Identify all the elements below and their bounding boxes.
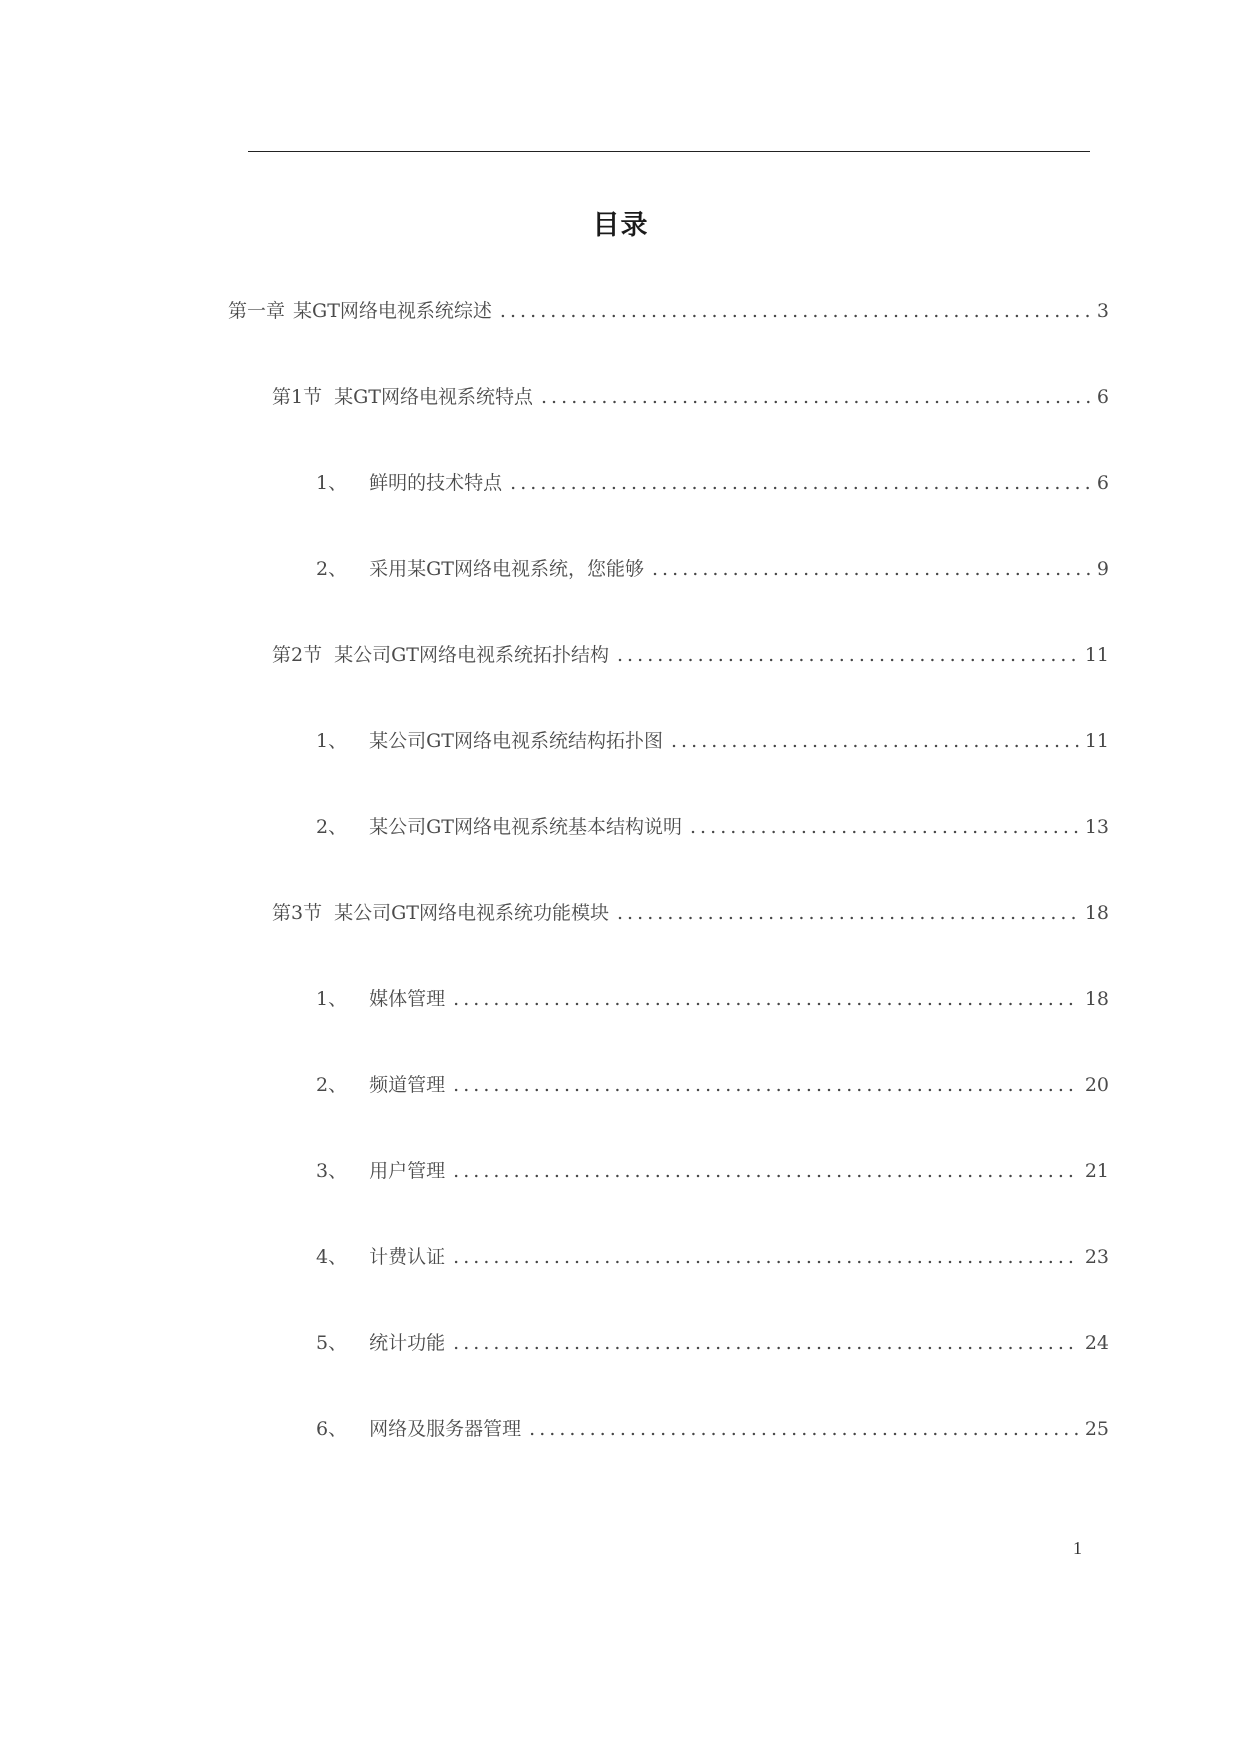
toc-dot-leader <box>453 986 1079 1012</box>
toc-entry-page: 13 <box>1084 816 1109 838</box>
toc-entry-number: 1、 <box>316 730 348 752</box>
toc-dot-leader <box>453 1072 1079 1098</box>
toc-dot-leader <box>541 384 1091 410</box>
toc-entry-number: 1、 <box>316 472 348 494</box>
toc-entry-page: 11 <box>1084 730 1109 752</box>
toc-entry-label: 频道管理 <box>369 1074 446 1096</box>
toc-entry-label: 某GT网络电视系统特点 <box>334 386 533 408</box>
toc-entry-item[interactable] <box>316 1072 1109 1098</box>
toc-entry-item[interactable] <box>316 814 1109 840</box>
toc-entry-section-2[interactable] <box>272 642 1109 668</box>
toc-entry-number: 1、 <box>316 988 348 1010</box>
toc-entry-page: 18 <box>1084 988 1109 1010</box>
toc-entry-label: 某公司GT网络电视系统结构拓扑图 <box>369 730 663 752</box>
toc-entry-number: 2、 <box>316 558 348 580</box>
toc-dot-leader <box>690 814 1079 840</box>
toc-dot-leader <box>652 556 1091 582</box>
toc-entry-number: 第2节 <box>272 644 323 666</box>
toc-entry-item[interactable] <box>316 1244 1109 1270</box>
toc-entry-section-1[interactable] <box>272 384 1109 410</box>
toc-dot-leader <box>453 1244 1079 1270</box>
toc-entry-number: 2、 <box>316 1074 348 1096</box>
toc-entry-number: 4、 <box>316 1246 348 1268</box>
toc-entry-label: 某公司GT网络电视系统基本结构说明 <box>369 816 682 838</box>
toc-dot-leader <box>529 1416 1079 1442</box>
toc-entry-chapter-1[interactable] <box>228 298 1109 324</box>
toc-entry-label: 统计功能 <box>369 1332 446 1354</box>
toc-dot-leader <box>617 642 1079 668</box>
toc-entry-number: 5、 <box>316 1332 348 1354</box>
toc-entry-label: 计费认证 <box>369 1246 446 1268</box>
toc-entry-label: 某GT网络电视系统综述 <box>293 300 492 322</box>
toc-entry-section-3[interactable] <box>272 900 1109 926</box>
toc-entry-item[interactable] <box>316 1416 1109 1442</box>
toc-entry-page: 24 <box>1084 1332 1109 1354</box>
toc-entry-item[interactable] <box>316 470 1109 496</box>
page-number: 1 <box>1073 1538 1082 1558</box>
toc-dot-leader <box>510 470 1091 496</box>
toc-dot-leader <box>671 728 1079 754</box>
toc-entry-item[interactable] <box>316 986 1109 1012</box>
toc-dot-leader <box>453 1158 1079 1184</box>
toc-entry-label: 鲜明的技术特点 <box>369 472 503 494</box>
toc-entry-label: 采用某GT网络电视系统，您能够 <box>369 558 644 580</box>
toc-entry-item[interactable] <box>316 1330 1109 1356</box>
toc-dot-leader <box>453 1330 1079 1356</box>
toc-entry-number: 第一章 <box>228 300 286 322</box>
toc-entry-page: 18 <box>1084 902 1109 924</box>
toc-entry-page: 3 <box>1096 300 1109 322</box>
toc-entry-item[interactable] <box>316 728 1109 754</box>
toc-entry-number: 第1节 <box>272 386 323 408</box>
toc-entry-page: 9 <box>1096 558 1109 580</box>
toc-entry-page: 11 <box>1084 644 1109 666</box>
toc-dot-leader <box>500 298 1091 324</box>
toc-entry-page: 23 <box>1084 1246 1109 1268</box>
toc-entry-number: 6、 <box>316 1418 348 1440</box>
toc-entry-label: 用户管理 <box>369 1160 446 1182</box>
toc-entry-item[interactable] <box>316 556 1109 582</box>
toc-entry-page: 20 <box>1084 1074 1109 1096</box>
toc-entry-label: 网络及服务器管理 <box>369 1418 522 1440</box>
toc-entry-number: 2、 <box>316 816 348 838</box>
toc-entry-page: 6 <box>1096 386 1109 408</box>
toc-dot-leader <box>617 900 1079 926</box>
toc-entry-label: 媒体管理 <box>369 988 446 1010</box>
toc-entry-page: 25 <box>1084 1418 1109 1440</box>
toc-entry-number: 第3节 <box>272 902 323 924</box>
toc-entry-page: 21 <box>1084 1160 1109 1182</box>
toc-title: 目录 <box>592 210 649 241</box>
toc-entry-label: 某公司GT网络电视系统功能模块 <box>334 902 609 924</box>
toc-entry-page: 6 <box>1096 472 1109 494</box>
toc-entry-item[interactable] <box>316 1158 1109 1184</box>
toc-entry-label: 某公司GT网络电视系统拓扑结构 <box>334 644 609 666</box>
toc-entry-number: 3、 <box>316 1160 348 1182</box>
